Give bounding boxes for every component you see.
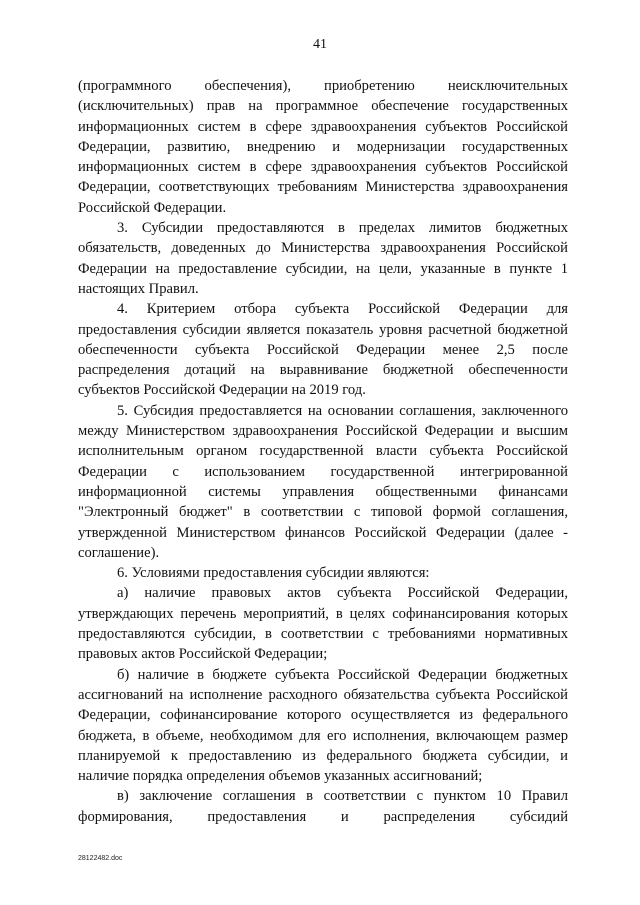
document-body — [78, 76, 568, 827]
paragraph-item-6: 6. Условиями предоставления субсидии являются: — [117, 565, 430, 582]
paragraph-subitem-b: б) наличие в бюджете субъекта Российской Федерации бюджетных ассигнований на исполнение расходного обязательства субъекта Российской Федерации, софинансирование которого осуществляется из федерального бюджета, в объеме, необходимом для его исполнения, включающем размер планируемой к предоставлению из федерального бюджета субсидии, и наличие порядка определения объемов указанных ассигнований; — [78, 666, 568, 785]
paragraph-item-5: 5. Субсидия предоставляется на основании соглашения, заключенного между Министерством здравоохранения Российской Федерации и высшим исполнительным органом государственной власти субъекта Российской Федерации с использованием государственной интегрированной информационной системы управления общественными финансами "Электронный бюджет" в соответствии с типовой формой соглашения, утвержденной Министерством финансов Российской Федерации (далее - соглашение). — [78, 402, 568, 561]
page-number: 41 — [313, 37, 327, 52]
document-file-code: 28122482.doc — [78, 855, 123, 862]
paragraph-continuation: (программного обеспечения), приобретению неисключительных (исключительных) прав на программное обеспечение государственных информационных систем в сфере здравоохранения субъектов Российской Федерации, развитию, внедрению и модернизации государственных информационных систем в сфере здравоохранения субъектов Российской Федерации, соответствующих требованиям Министерства здравоохранения Российской Федерации. — [78, 78, 568, 216]
paragraph-item-3: 3. Субсидии предоставляются в пределах лимитов бюджетных обязательств, доведенных до Министерства здравоохранения Российской Федерации на предоставление субсидии, на цели, указанные в пункте 1 настоящих Правил. — [78, 220, 568, 297]
paragraph-subitem-v: в) заключение соглашения в соответствии с пунктом 10 Правил формирования, предоставления и распределения субсидий — [78, 788, 568, 825]
paragraph-item-4: 4. Критерием отбора субъекта Российской Федерации для предоставления субсидии является показатель уровня расчетной бюджетной обеспеченности субъекта Российской Федерации менее 2,5 после распределения дотаций на выравнивание бюджетной обеспеченности субъектов Российской Федерации на 2019 год. — [78, 301, 568, 399]
paragraph-subitem-a: а) наличие правовых актов субъекта Российской Федерации, утверждающих перечень мероприятий, в целях софинансирования которых предоставляются субсидии, в соответствии с требованиями нормативных правовых актов Российской Федерации; — [78, 585, 568, 663]
